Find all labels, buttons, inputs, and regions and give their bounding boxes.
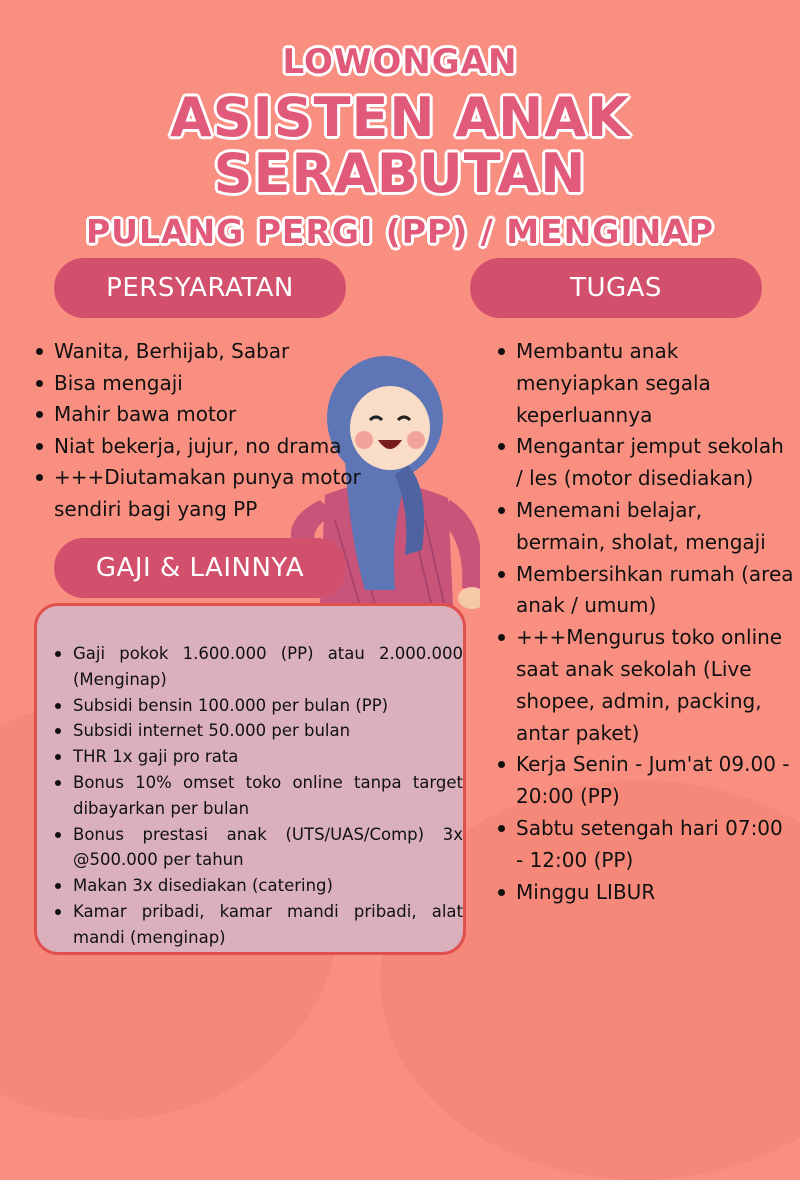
list-item: Wanita, Berhijab, Sabar	[34, 336, 374, 368]
title-line-4: PULANG PERGI (PP) / MENGINAP	[85, 212, 714, 251]
title-line-2: ASISTEN ANAK	[169, 86, 630, 149]
list-item: Subsidi internet 50.000 per bulan	[53, 718, 463, 744]
list-item: +++Diutamakan punya motor sendiri bagi yang PP	[34, 462, 374, 525]
list-item: Membersihkan rumah (area anak / umum)	[496, 559, 796, 623]
title-block	[0, 42, 800, 251]
list-item: Niat bekerja, jujur, no drama	[34, 431, 374, 463]
list-item: Menemani belajar, bermain, sholat, mengaji	[496, 495, 796, 559]
list-item: Kamar pribadi, kamar mandi pribadi, alat mandi (menginap)	[53, 899, 463, 951]
persyaratan-list	[34, 336, 374, 525]
list-item: Membantu anak menyiapkan segala keperluannya	[496, 336, 796, 431]
list-item: Subsidi bensin 100.000 per bulan (PP)	[53, 693, 463, 719]
tugas-list	[496, 336, 796, 908]
list-item: Mahir bawa motor	[34, 399, 374, 431]
list-item: Makan 3x disediakan (catering)	[53, 873, 463, 899]
list-item: Kerja Senin - Jum'at 09.00 - 20:00 (PP)	[496, 749, 796, 813]
list-item: +++Mengurus toko online saat anak sekolah (Live shopee, admin, packing, antar paket)	[496, 622, 796, 749]
list-item: Minggu LIBUR	[496, 877, 796, 909]
title-line-3: SERABUTAN	[213, 142, 587, 205]
persyaratan-heading: PERSYARATAN	[54, 258, 346, 318]
list-item: Sabtu setengah hari 07:00 - 12:00 (PP)	[496, 813, 796, 877]
list-item: Bisa mengaji	[34, 368, 374, 400]
gaji-heading: GAJI & LAINNYA	[54, 538, 346, 598]
title-line-1: LOWONGAN	[282, 42, 518, 82]
tugas-heading: TUGAS	[470, 258, 762, 318]
list-item: Mengantar jemput sekolah / les (motor disediakan)	[496, 431, 796, 495]
list-item: THR 1x gaji pro rata	[53, 744, 463, 770]
list-item: Bonus prestasi anak (UTS/UAS/Comp) 3x @500.000 per tahun	[53, 822, 463, 874]
gaji-list	[53, 641, 463, 951]
list-item: Bonus 10% omset toko online tanpa target dibayarkan per bulan	[53, 770, 463, 822]
list-item: Gaji pokok 1.600.000 (PP) atau 2.000.000 (Menginap)	[53, 641, 463, 693]
